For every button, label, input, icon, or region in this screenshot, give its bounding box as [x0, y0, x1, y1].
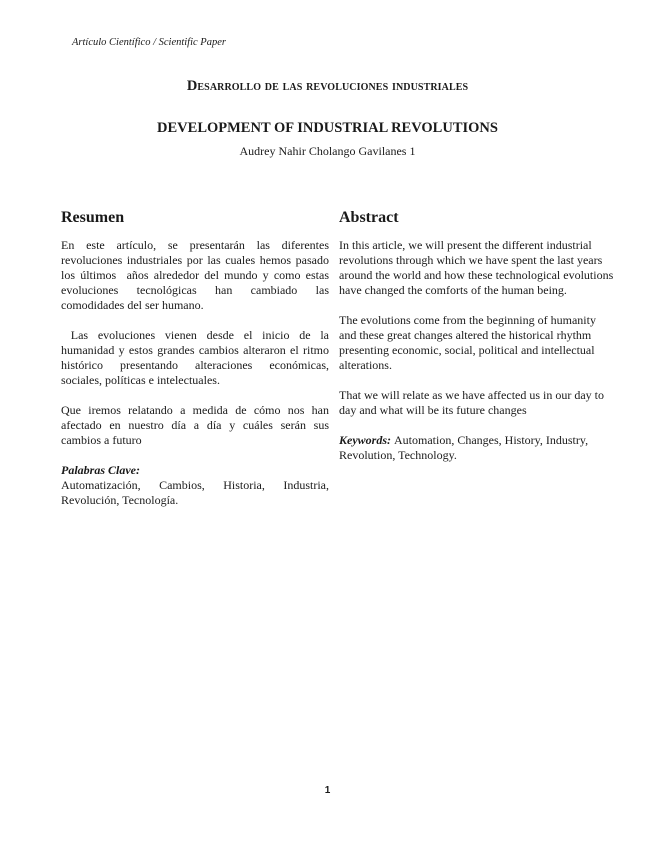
resumen-paragraph-3: Que iremos relatando a medida de cómo nos han afectado en nuestro día a día y cuáles serán sus cambios a futuro — [61, 403, 329, 447]
resumen-paragraph-1: En este artículo, se presentarán las diferentes revoluciones industriales por las cuales hemos pasado los últimos años alrededor del mundo y como estas evoluciones tecnológicas han cambiado las comodidades del ser humano. — [61, 238, 332, 312]
palabras-clave-block — [61, 463, 329, 508]
author-line: Audrey Nahir Cholango Gavilanes 1 — [239, 144, 416, 158]
resumen-paragraph-2: Las evoluciones vienen desde el inicio de la humanidad y estos grandes cambios alteraron el ritmo histórico presentando alteraciones económicas, sociales, políticas e intelectuales. — [61, 328, 332, 387]
page-number: 1 — [324, 785, 331, 796]
title-spanish: Desarrollo de las revoluciones industriales — [186, 78, 469, 94]
abstract-heading: Abstract — [339, 209, 399, 226]
abstract-column — [339, 208, 615, 463]
running-head: Artículo Científico / Scientific Paper — [72, 37, 226, 48]
palabras-clave-label: Palabras Clave: — [61, 463, 140, 477]
abstract-paragraph-2: The evolutions come from the beginning of humanity and these great changes altered the historical rhythm presenting economic, social, political and intellectual alterations. — [339, 313, 596, 372]
keywords-label: Keywords: — [339, 433, 394, 447]
abstract-paragraph-1: In this article, we will present the different industrial revolutions through which we have spent the last years around the world and how these technological evolutions have changed the comforts of the human being. — [339, 238, 614, 297]
title-english: DEVELOPMENT OF INDUSTRIAL REVOLUTIONS — [157, 120, 498, 136]
palabras-clave-text: Automatización, Cambios, Historia, Industria, Revolución, Tecnología. — [61, 478, 329, 507]
resumen-column — [61, 208, 332, 508]
keywords-block — [339, 433, 615, 463]
abstract-paragraph-3: That we will relate as we have affected us in our day to day and what will be its future changes — [339, 388, 605, 417]
keywords-text: Automation, Changes, History, Industry, Revolution, Technology. — [339, 433, 589, 462]
resumen-heading: Resumen — [61, 209, 125, 226]
